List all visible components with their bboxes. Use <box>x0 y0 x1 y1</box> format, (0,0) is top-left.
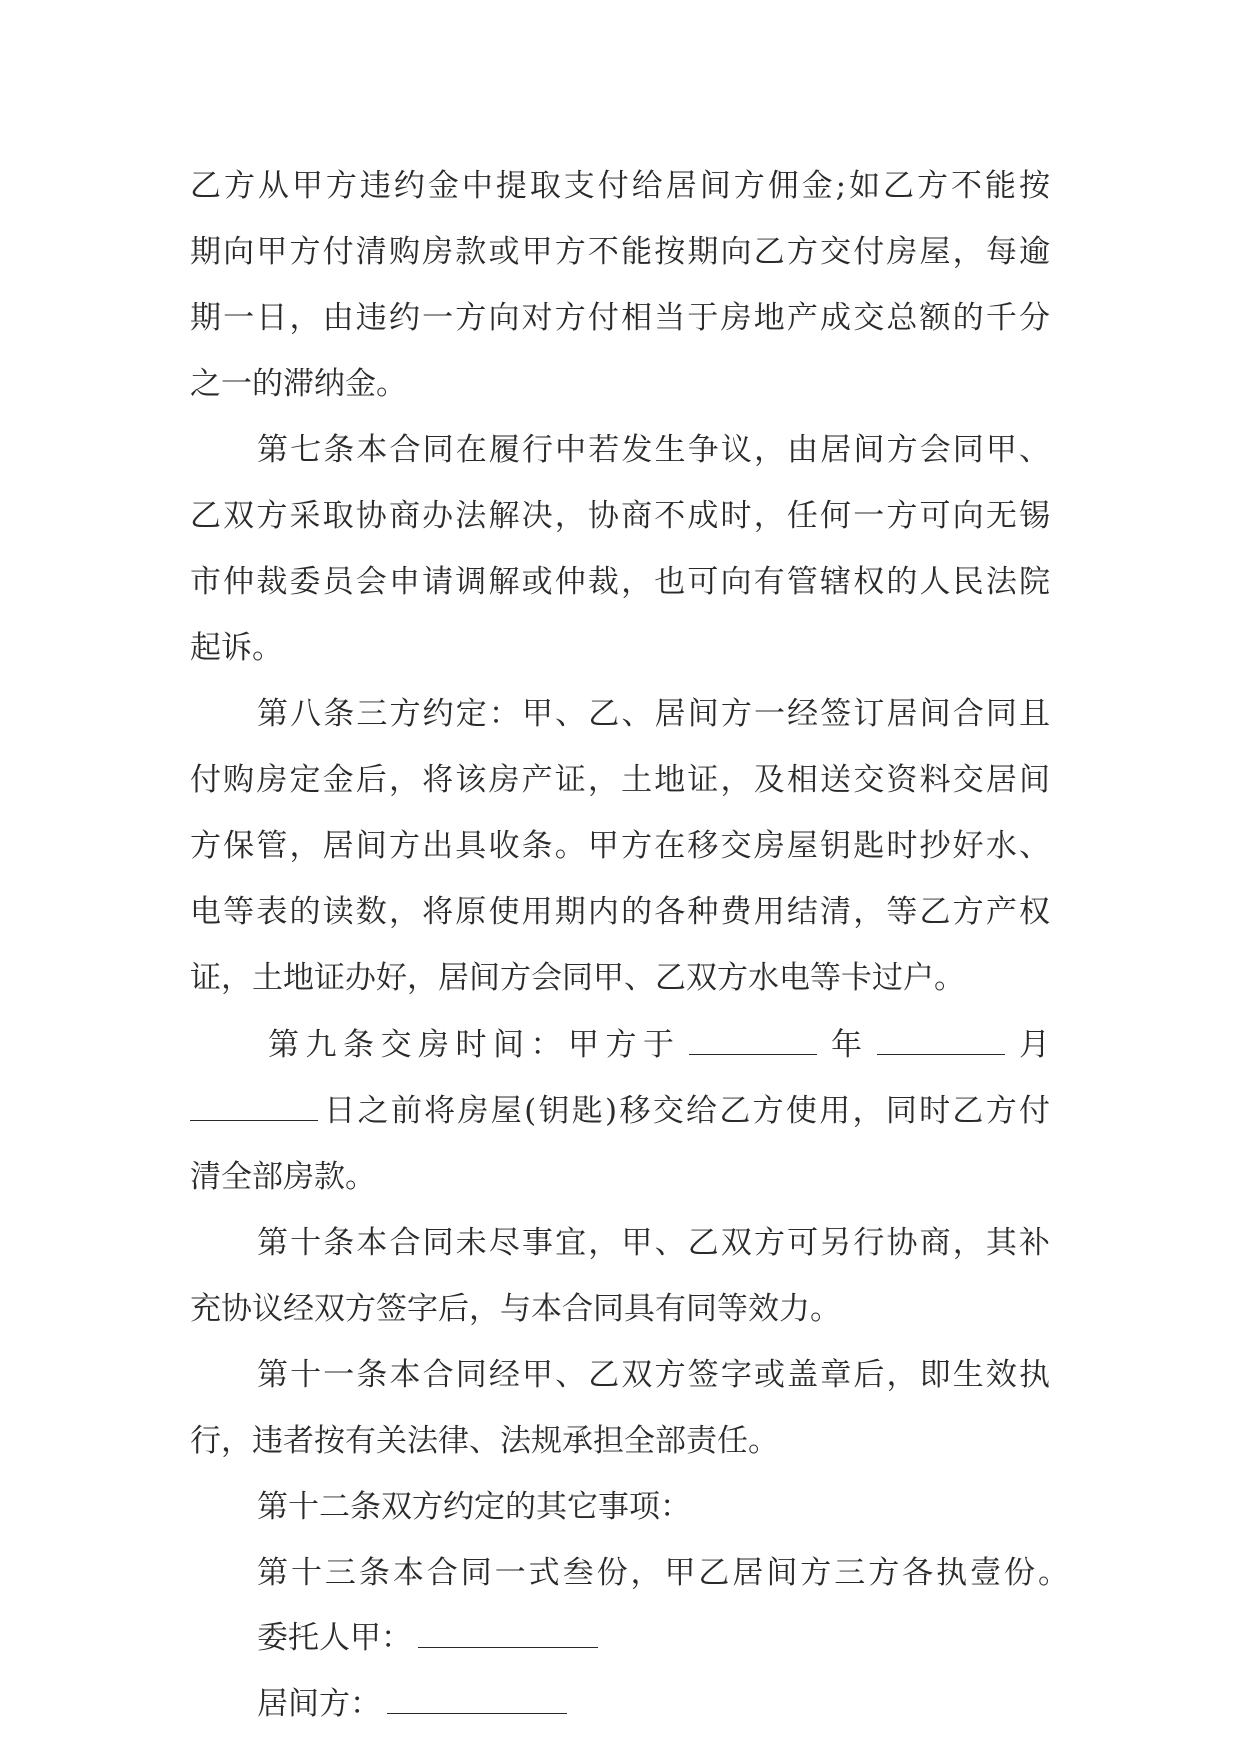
year-blank <box>689 1052 817 1055</box>
article-9-line: 清全部房款。 <box>190 1159 376 1195</box>
paragraph-line: 期向甲方付清购房款或甲方不能按期向乙方交付房屋，每逾 <box>190 234 1050 270</box>
article-9-line <box>190 1078 1050 1144</box>
article-9-line2: 日之前将房屋(钥匙)移交给乙方使用，同时乙方付 <box>322 1093 1050 1129</box>
article-11-line: 第十一条本合同经甲、乙双方签字或盖章后，即生效执 <box>257 1357 1050 1393</box>
article-9-prefix: 第九条交房时间：甲方于 <box>268 1027 681 1063</box>
day-blank <box>190 1118 318 1121</box>
broker-signature-line <box>257 1671 1050 1737</box>
month-blank <box>877 1052 1005 1055</box>
article-7-line: 市仲裁委员会申请调解或仲裁，也可向有管辖权的人民法院 <box>190 564 1050 600</box>
broker-label: 居间方： <box>257 1686 381 1722</box>
paragraph-line: 乙方从甲方违约金中提取支付给居间方佣金;如乙方不能按 <box>190 168 1050 204</box>
paragraph-line: 之一的滞纳金。 <box>190 366 407 402</box>
article-7-line: 第七条本合同在履行中若发生争议，由居间方会同甲、 <box>257 432 1050 468</box>
broker-signature-blank <box>387 1711 567 1714</box>
article-9-line <box>268 1012 1050 1078</box>
article-10-line: 充协议经双方签字后，与本合同具有同等效力。 <box>190 1291 841 1327</box>
article-8-line: 付购房定金后，将该房产证，土地证，及相送交资料交居间 <box>190 762 1050 798</box>
article-11-line: 行，违者按有关法律、法规承担全部责任。 <box>190 1423 779 1459</box>
article-12-line: 第十二条双方约定的其它事项： <box>257 1489 691 1525</box>
article-8-line: 方保管，居间方出具收条。甲方在移交房屋钥匙时抄好水、 <box>190 828 1050 864</box>
article-8-line: 第八条三方约定：甲、乙、居间方一经签订居间合同且 <box>257 696 1050 732</box>
article-13-line: 第十三条本合同一式叁份，甲乙居间方三方各执壹份。 <box>257 1555 1069 1591</box>
article-8-line: 电等表的读数，将原使用期内的各种费用结清，等乙方产权 <box>190 894 1050 930</box>
principal-label: 委托人甲： <box>257 1620 412 1656</box>
paragraph-line: 期一日，由违约一方向对方付相当于房地产成交总额的千分 <box>190 300 1050 336</box>
year-label: 年 <box>824 1027 869 1063</box>
article-7-line: 乙双方采取协商办法解决，协商不成时，任何一方可向无锡 <box>190 498 1050 534</box>
month-label: 月 <box>1012 1027 1050 1063</box>
article-10-line: 第十条本合同未尽事宜，甲、乙双方可另行协商，其补 <box>257 1225 1050 1261</box>
principal-signature-blank <box>418 1645 598 1648</box>
principal-signature-line <box>257 1605 1050 1671</box>
article-8-line: 证，土地证办好，居间方会同甲、乙双方水电等卡过户。 <box>190 960 965 996</box>
article-7-line: 起诉。 <box>190 630 283 666</box>
